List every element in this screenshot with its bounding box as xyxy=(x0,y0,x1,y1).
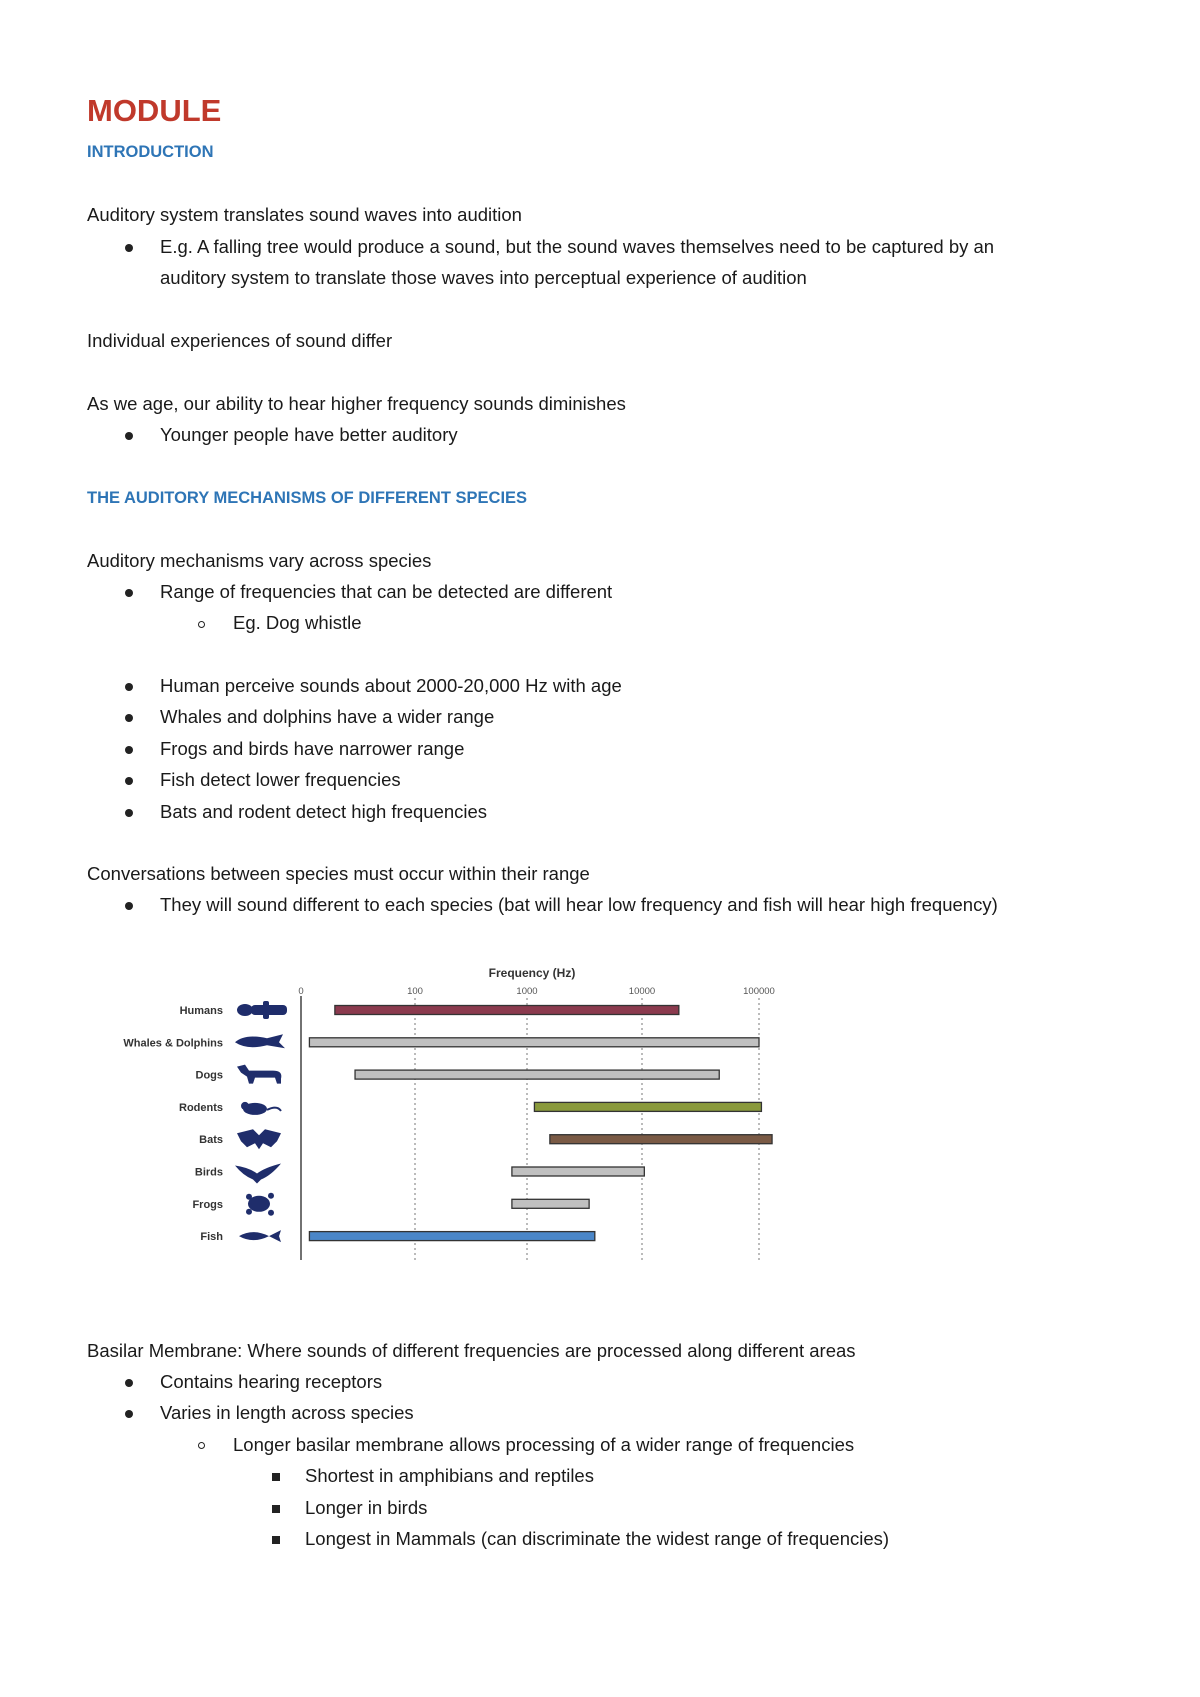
module-heading: MODULE xyxy=(87,93,222,128)
bat-icon xyxy=(237,1129,281,1149)
basilar-paragraph-1: Basilar Membrane: Where sounds of different frequencies are processed along different areas xyxy=(87,1340,856,1361)
category-label: Fish xyxy=(200,1231,223,1244)
intro-bullet-2: Younger people have better auditory xyxy=(160,424,458,445)
species-paragraph-1: Auditory mechanisms vary across species xyxy=(87,550,432,571)
intro-paragraph-1: Auditory system translates sound waves into audition xyxy=(87,204,522,225)
basilar-sub-sub-bullet-1: Shortest in amphibians and reptiles xyxy=(305,1465,594,1486)
bullet-square xyxy=(272,1536,280,1544)
x-tick-label: 0 xyxy=(298,986,304,997)
bullet-square xyxy=(272,1505,280,1513)
x-tick-label: 100 xyxy=(407,986,423,997)
range-bar xyxy=(534,1102,761,1111)
basilar-sub-bullet-1: Longer basilar membrane allows processing of a wider range of frequencies xyxy=(233,1434,855,1455)
frog-leg-icon xyxy=(246,1194,252,1200)
bullet-dot xyxy=(125,683,133,691)
chart-row xyxy=(179,1102,761,1115)
species-bullet-7: They will sound different to each species (bat will hear low frequency and fish will hear high frequency) xyxy=(160,894,998,915)
category-label: Dogs xyxy=(195,1069,223,1082)
chart-row xyxy=(196,1065,720,1084)
intro-paragraph-2: Individual experiences of sound differ xyxy=(87,330,393,351)
frog-leg-icon xyxy=(268,1210,274,1216)
x-tick-label: 1000 xyxy=(516,986,538,997)
intro-bullet-1-line-1: E.g. A falling tree would produce a sound, but the sound waves themselves need to be captured by an xyxy=(160,236,995,257)
x-tick-label: 100000 xyxy=(743,986,775,997)
intro-paragraph-3: As we age, our ability to hear higher frequency sounds diminishes xyxy=(87,393,626,414)
basilar-bullet-1: Contains hearing receptors xyxy=(160,1371,383,1392)
x-tick-label: 10000 xyxy=(628,986,656,997)
dolphin-icon xyxy=(235,1034,285,1048)
fish-icon xyxy=(239,1230,281,1242)
species-bullet-3: Whales and dolphins have a wider range xyxy=(160,706,495,727)
introduction-heading: INTRODUCTION xyxy=(87,143,214,161)
species-bullet-5: Fish detect lower frequencies xyxy=(160,769,401,790)
bullet-dot xyxy=(125,746,133,754)
category-label: Frogs xyxy=(192,1198,223,1211)
category-label: Bats xyxy=(199,1134,223,1147)
species-bullet-6: Bats and rodent detect high frequencies xyxy=(160,801,488,822)
category-label: Humans xyxy=(179,1005,223,1017)
range-bar xyxy=(550,1135,772,1144)
bullet-circle xyxy=(198,621,205,628)
basilar-sub-sub-bullet-2: Longer in birds xyxy=(305,1497,428,1518)
chart-title: Frequency (Hz) xyxy=(488,966,576,980)
bullet-dot xyxy=(125,589,133,597)
human-arms-icon xyxy=(263,1001,269,1019)
species-sub-bullet-1: Eg. Dog whistle xyxy=(233,612,362,633)
basilar-bullet-2: Varies in length across species xyxy=(160,1402,414,1423)
bullet-circle xyxy=(198,1442,205,1449)
bullet-dot xyxy=(125,1379,133,1387)
rodent-tail-icon xyxy=(267,1108,281,1111)
range-bar xyxy=(309,1038,759,1047)
bullet-dot xyxy=(125,432,133,440)
frog-leg-icon xyxy=(246,1209,252,1215)
bullet-dot xyxy=(125,902,133,910)
human-head-icon xyxy=(237,1004,253,1016)
category-label: Birds xyxy=(194,1166,223,1179)
frequency-range-chart xyxy=(95,960,815,1285)
range-bar xyxy=(512,1167,644,1176)
chart-row xyxy=(180,1001,679,1019)
chart-row xyxy=(192,1193,589,1216)
bullet-dot xyxy=(125,809,133,817)
chart-row xyxy=(123,1034,759,1049)
category-label: Whales & Dolphins xyxy=(123,1037,223,1050)
species-bullet-1: Range of frequencies that can be detected are different xyxy=(160,581,613,602)
chart-row xyxy=(200,1230,594,1243)
species-heading: THE AUDITORY MECHANISMS OF DIFFERENT SPECIES xyxy=(87,489,528,507)
frog-leg-icon xyxy=(268,1193,274,1199)
bird-icon xyxy=(235,1164,281,1184)
range-bar xyxy=(309,1232,594,1241)
bullet-dot xyxy=(125,1410,133,1418)
chart-row xyxy=(195,1164,644,1184)
chart-row xyxy=(199,1129,772,1149)
range-bar xyxy=(512,1199,589,1208)
bullet-square xyxy=(272,1473,280,1481)
basilar-sub-sub-bullet-3: Longest in Mammals (can discriminate the widest range of frequencies) xyxy=(305,1528,890,1549)
rodent-head-icon xyxy=(241,1102,249,1110)
intro-bullet-1-line-2: auditory system to translate those waves into perceptual experience of audition xyxy=(160,267,807,288)
range-bar xyxy=(355,1070,719,1079)
range-bar xyxy=(335,1006,679,1015)
bullet-dot xyxy=(125,714,133,722)
bullet-dot xyxy=(125,244,133,252)
dog-icon xyxy=(237,1065,281,1084)
bullet-dot xyxy=(125,777,133,785)
category-label: Rodents xyxy=(179,1101,223,1114)
species-bullet-2: Human perceive sounds about 2000-20,000 Hz with age xyxy=(160,675,622,696)
species-paragraph-2: Conversations between species must occur within their range xyxy=(87,863,590,884)
species-bullet-4: Frogs and birds have narrower range xyxy=(160,738,465,759)
